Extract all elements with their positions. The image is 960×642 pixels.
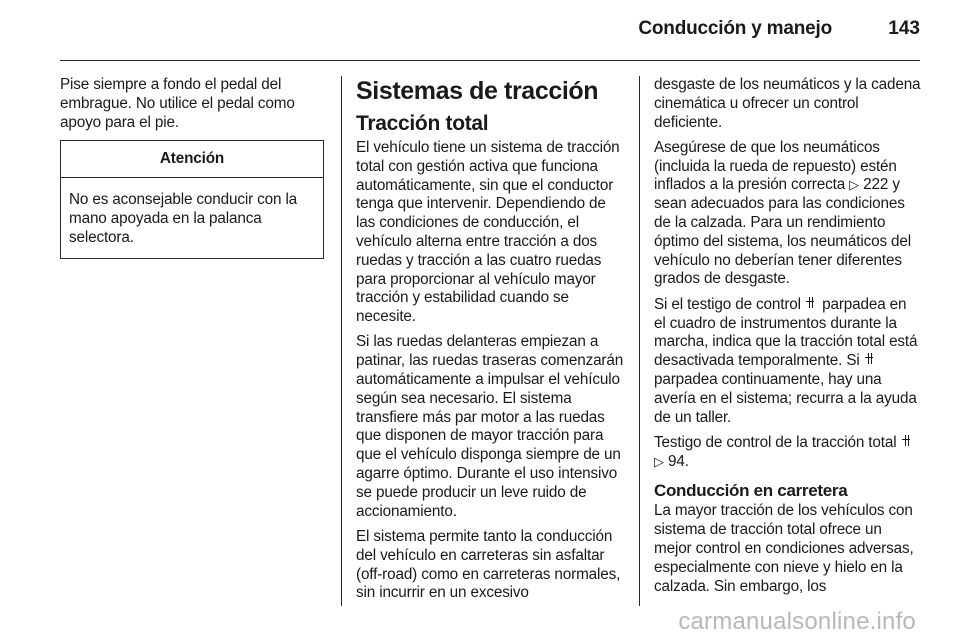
paragraph: El sistema permite tanto la conducción del vehículo en carreteras sin asfaltar (off-road) como en carreteras normales, sin incurrir en un excesivo (356, 527, 621, 602)
paragraph: Si las ruedas delanteras empiezan a patinar, las ruedas traseras comenzarán automáticamente a impulsar el vehículo según sea necesario. El sistema transfiere más par motor a las ruedas que disponen de mayor tracción para que el vehículo disponga siempre de un agarre óptimo. Durante el uso intensivo se puede producir un leve ruido de accionamiento. (356, 333, 624, 520)
paragraph: La mayor tracción de los vehículos con sistema de tracción total ofrece un mejor control en condiciones adversas, especialmente con nieve y hielo en la calzada. Sin embargo, los (654, 502, 914, 595)
text-run: parpadea continuamente, hay una avería en el sistema; recurra a la ayuda de un taller. (654, 370, 917, 426)
text-run: . (684, 452, 689, 470)
column-divider-2 (639, 76, 640, 606)
warning-box (60, 140, 324, 258)
page-ref-arrow-icon: ▷ (849, 177, 860, 193)
watermark: carmanualsonline.info (678, 608, 916, 635)
page-ref-arrow-icon: ▷ (654, 453, 664, 469)
page-number: 143 (888, 18, 920, 39)
warning-text: No es aconsejable conducir con la mano apoyada en la palanca selectora. (69, 191, 298, 246)
column-divider-1 (341, 76, 342, 606)
header-divider (60, 60, 920, 61)
text-run: y sean adecuados para las condiciones de la calzada. Para un rendimiento óptimo del sistema, los neumáticos del vehículo no deberían tener diferentes grados de desgaste. (654, 176, 912, 288)
column-right (654, 76, 922, 603)
paragraph: El vehículo tiene un sistema de tracción total con gestión activa que funciona automáticamente, sin que el conductor tenga que intervenir. Dependiendo de las condiciones de conducción, el vehículo alterna entre tracción a dos ruedas y tracción a las cuatro ruedas para proporcionar al vehículo mayor tracción y estabilidad cuando se necesite. (356, 139, 620, 326)
awd-warning-lamp-icon (864, 352, 875, 366)
text-run: parpadea en el cuadro de instrumentos durante la marcha, indica que la tracción total está desactivada temporalmente. Si (654, 295, 918, 370)
column-left (60, 76, 326, 259)
header-title: Conducción y manejo (638, 18, 832, 39)
paragraph (654, 296, 922, 428)
text-run: Asegúrese de que los neumáticos (incluida la rueda de repuesto) estén inflados a la presión correcta (654, 138, 897, 194)
subsection-heading: Tracción total (356, 112, 489, 135)
awd-warning-lamp-icon (901, 434, 912, 448)
text-run: Testigo de control de la tracción total (654, 433, 901, 451)
column-middle (356, 76, 626, 610)
awd-warning-lamp-icon (805, 296, 816, 310)
intro-paragraph: Pise siempre a fondo el pedal del embrague. No utilice el pedal como apoyo para el pie. (60, 76, 295, 131)
text-run: Si el testigo de control (654, 295, 806, 313)
page-reference-link[interactable]: 94 (667, 452, 685, 470)
warning-title: Atención (61, 141, 323, 178)
paragraph (654, 139, 922, 289)
paragraph: desgaste de los neumáticos y la cadena cinemática u ofrecer un control deficiente. (654, 76, 921, 131)
paragraph (654, 434, 922, 472)
section-heading: Sistemas de tracción (356, 77, 599, 105)
page-reference-link[interactable]: 222 (863, 176, 889, 194)
subsection-heading: Conducción en carretera (654, 481, 848, 501)
